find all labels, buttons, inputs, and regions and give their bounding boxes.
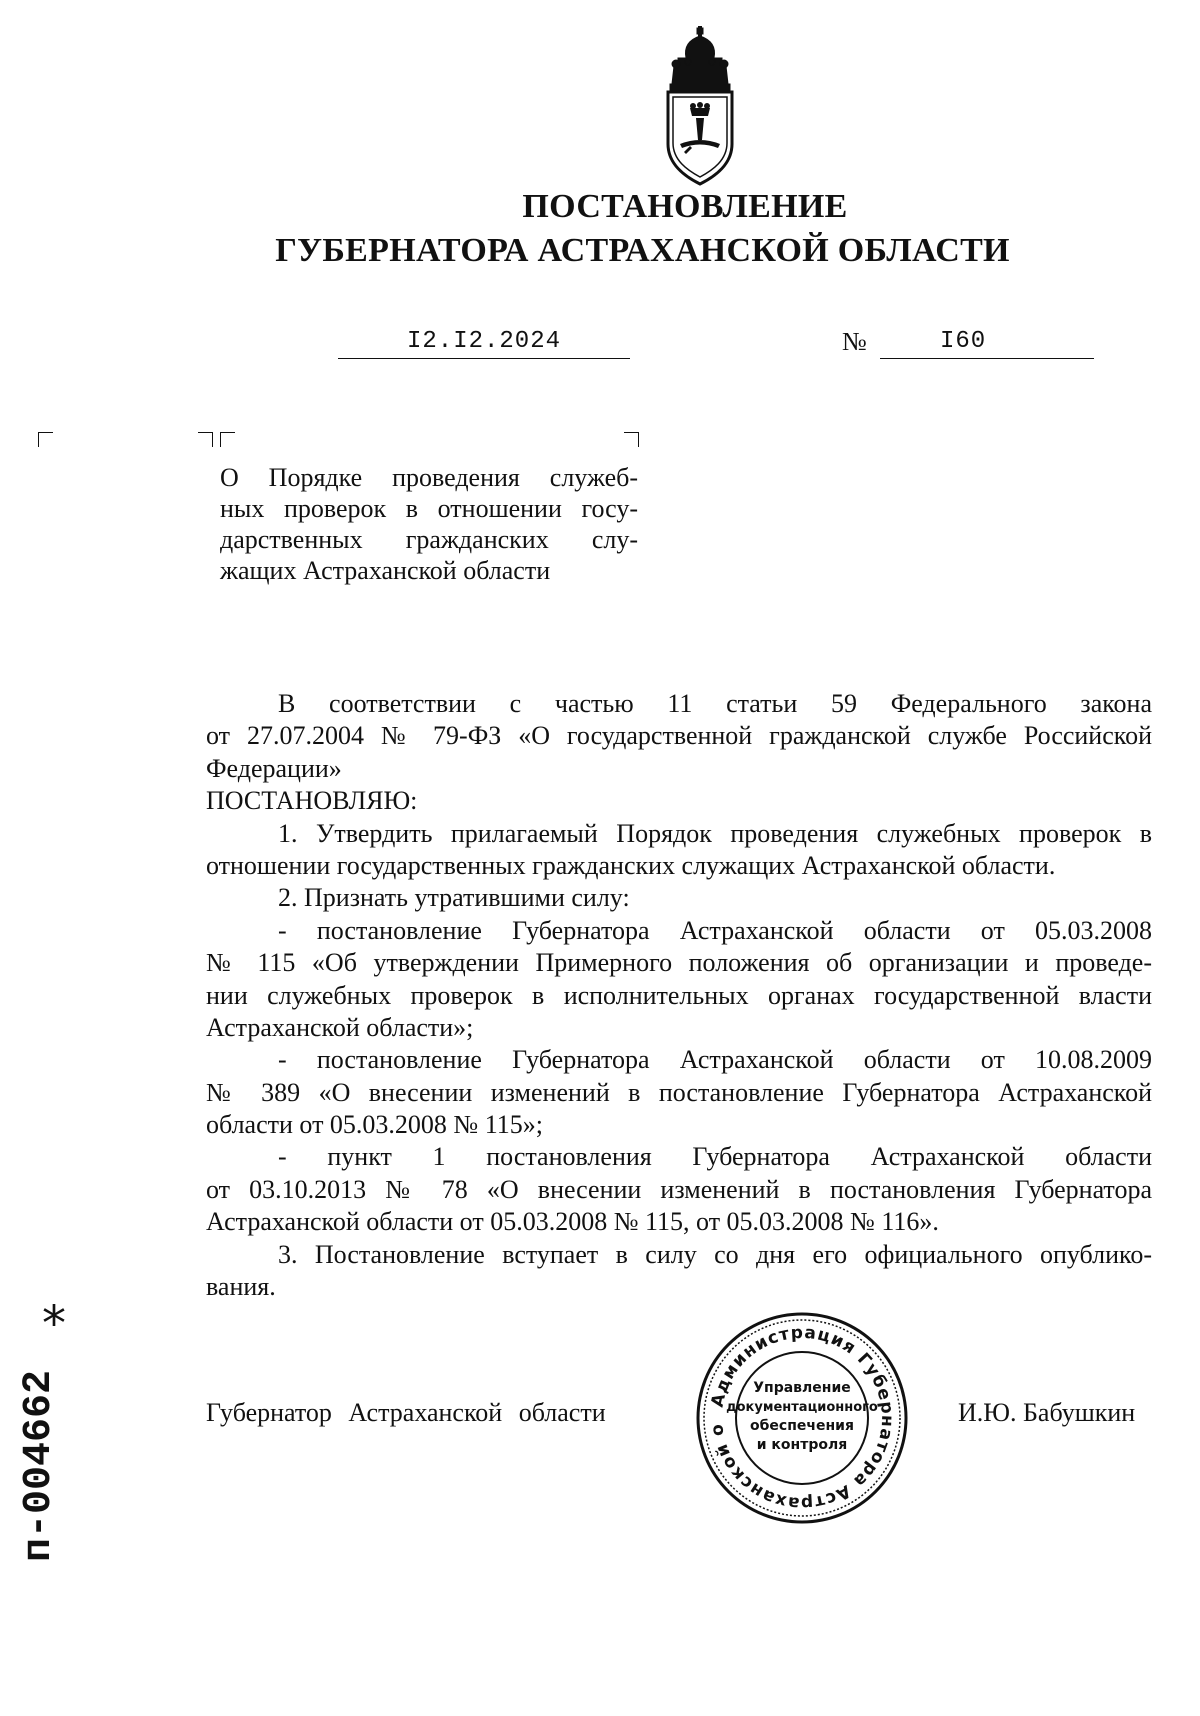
body-line: - постановление Губернатора Астраханской области от 05.03.2008 (278, 915, 1152, 945)
official-seal (694, 1310, 910, 1526)
document-title (0, 185, 1200, 273)
seal-inner-line: Управление (753, 1380, 851, 1396)
body-line: от 03.10.2013 № 78 «О внесении изменений в постановления Губернатора (206, 1174, 1152, 1204)
side-star: * (42, 1296, 66, 1352)
number-sign: № (842, 327, 867, 356)
signatory-name: И.Ю. Бабушкин (958, 1398, 1136, 1427)
body-line: Астраханской области от 05.03.2008 № 115, от 05.03.2008 № 116». (206, 1207, 939, 1237)
seal-inner-line: обеспечения (750, 1418, 854, 1434)
corner-mark (198, 432, 213, 447)
body-line: ПОСТАНОВЛЯЮ: (206, 786, 418, 816)
body-line: области от 05.03.2008 № 115»; (206, 1110, 543, 1140)
coat-of-arms-icon (660, 26, 740, 196)
subject-line: дарственных гражданских слу- (220, 525, 638, 554)
body-line: нии служебных проверок в исполнительных органах государственной власти (206, 980, 1152, 1010)
body-line: 3. Постановление вступает в силу со дня его официального опублико- (278, 1239, 1152, 1269)
corner-mark (220, 432, 235, 447)
body-line: 2. Признать утратившими силу: (278, 883, 630, 913)
date-field (338, 326, 630, 359)
body-line: от 27.07.2004 № 79-ФЗ «О государственной гражданской службе Российской (206, 721, 1152, 751)
body-line: - постановление Губернатора Астраханской области от 10.08.2009 (278, 1045, 1152, 1075)
body-line: № 389 «О внесении изменений в постановление Губернатора Астраханской (206, 1077, 1152, 1107)
seal-inner-line: и контроля (756, 1437, 848, 1453)
document-number: I60 (940, 328, 987, 355)
number-underline (880, 326, 1094, 359)
body-line: Астраханской области»; (206, 1012, 474, 1042)
body-line: № 115 «Об утверждении Примерного положения об организации и проведе- (206, 948, 1152, 978)
subject-line: ных проверок в отношении госу- (220, 494, 638, 523)
body-line: - пункт 1 постановления Губернатора Астраханской области (278, 1142, 1152, 1172)
seal-inner-line: документационного (726, 1400, 878, 1415)
document-subject (220, 462, 638, 586)
body-line: вания. (206, 1272, 276, 1302)
body-line: В соответствии с частью 11 статьи 59 Федерального закона (278, 689, 1152, 718)
subject-line: жащих Астраханской области (220, 556, 551, 585)
seal-outer-text: Администрация Губернатора Астраханской о (707, 1322, 898, 1514)
body-line: 1. Утвердить прилагаемый Порядок проведения служебных проверок в (278, 818, 1152, 848)
document-date: I2.I2.2024 (406, 328, 562, 355)
body-line: отношении государственных гражданских служащих Астраханской области. (206, 850, 1056, 880)
corner-mark (624, 432, 639, 447)
body-line: Федерации» (206, 753, 342, 783)
signatory-position: Губернатор Астраханской области (206, 1398, 606, 1427)
document-side-id: п-004662 (17, 1369, 62, 1563)
title-line-1: ПОСТАНОВЛЕНИЕ (522, 188, 848, 225)
title-line-2: ГУБЕРНАТОРА АСТРАХАНСКОЙ ОБЛАСТИ (275, 232, 1010, 269)
subject-line: О Порядке проведения служеб- (220, 463, 638, 492)
corner-mark (38, 432, 53, 447)
document-body (206, 688, 1152, 1303)
